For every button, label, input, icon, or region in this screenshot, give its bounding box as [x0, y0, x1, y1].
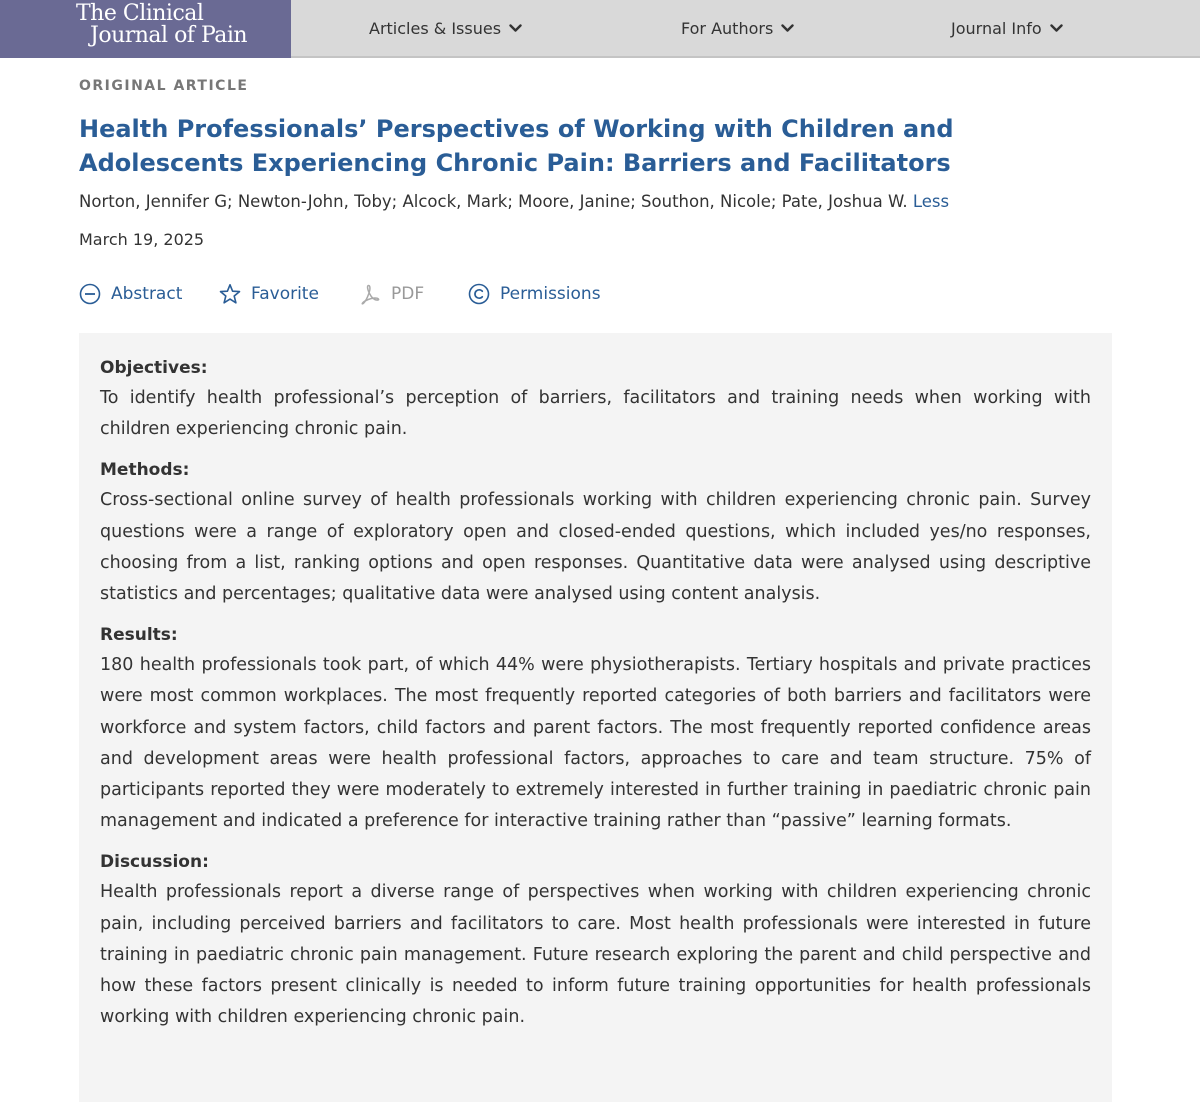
- abstract-section-methods: [100, 455, 1091, 610]
- action-label: Abstract: [111, 284, 183, 304]
- section-heading: Discussion:: [100, 852, 209, 873]
- section-text: To identify health professional’s perception of barriers, facilitators and training needs when working with children experiencing chronic pain.: [100, 388, 1091, 440]
- chevron-down-icon: [781, 24, 794, 33]
- article-type-label: ORIGINAL ARTICLE: [79, 78, 249, 94]
- author-names: Norton, Jennifer G; Newton-John, Toby; Alcock, Mark; Moore, Janine; Southon, Nicole; Pate, Joshua W.: [79, 192, 908, 211]
- star-icon: [219, 283, 241, 305]
- section-text: Cross-sectional online survey of health professionals working with children experiencing chronic pain. Survey questions were a range of exploratory open and closed-ended questions, which included yes/no responses, choosing from a list, ranking options and open responses. Quantitative data were analysed using descriptive statistics and percentages; qualitative data were analysed using content analysis.: [100, 490, 1091, 605]
- author-list: [79, 192, 949, 211]
- nav-label: Articles & Issues: [369, 18, 502, 38]
- abstract-section-results: [100, 620, 1091, 837]
- chevron-down-icon: [509, 24, 522, 33]
- section-text: Health professionals report a diverse range of perspectives when working with children experiencing chronic pain, including perceived barriers and facilitators to care. Most health professionals were interested in future training in paediatric chronic pain management. Future research exploring the parent and child perspective and how these factors present clinically is needed to inform future training opportunities for health professionals working with children experiencing chronic pain.: [100, 882, 1091, 1028]
- abstract-toggle-button[interactable]: [79, 281, 182, 307]
- abstract-section-discussion: [100, 847, 1091, 1033]
- permissions-button[interactable]: [468, 281, 601, 307]
- nav-label: Journal Info: [951, 18, 1042, 38]
- minus-circle-icon: [79, 283, 101, 305]
- article-title: Health Professionals’ Perspectives of Working with Children and Adolescents Experiencing Chronic Pain: Barriers and Facilitators: [79, 115, 954, 177]
- logo-line-1: The Clinical: [76, 1, 204, 26]
- section-text: 180 health professionals took part, of which 44% were physiotherapists. Tertiary hospitals and private practices were most common workplaces. The most frequently reported categories of both barriers and facilitators were workforce and system factors, child factors and parent factors. The most frequently reported confidence areas and development areas were health professional factors, approaches to care and team structure. 75% of participants reported they were moderately to extremely interested in further training in paediatric chronic pain management and indicated a preference for interactive training rather than “passive” learning formats.: [100, 655, 1091, 832]
- section-heading: Objectives:: [100, 358, 208, 378]
- pdf-icon: [359, 283, 381, 305]
- abstract-section-objectives: [100, 353, 1091, 445]
- section-heading: Methods:: [100, 460, 190, 481]
- action-label: Permissions: [500, 284, 601, 304]
- journal-logo[interactable]: [0, 0, 291, 58]
- logo-line-2: Journal of Pain: [90, 23, 248, 48]
- nav-label: For Authors: [681, 18, 774, 38]
- abstract-panel: [79, 333, 1112, 1102]
- nav-journal-info[interactable]: [951, 16, 1063, 40]
- publication-date: March 19, 2025: [79, 230, 205, 249]
- pdf-button[interactable]: [359, 281, 424, 307]
- action-label: PDF: [391, 284, 425, 304]
- favorite-button[interactable]: [219, 281, 319, 307]
- top-navigation-bar: [0, 0, 1200, 58]
- chevron-down-icon: [1050, 24, 1063, 33]
- authors-less-link[interactable]: Less: [912, 192, 950, 211]
- section-heading: Results:: [100, 625, 178, 646]
- action-label: Favorite: [251, 284, 319, 304]
- nav-for-authors[interactable]: [681, 16, 794, 40]
- nav-articles-issues[interactable]: [369, 16, 522, 40]
- copyright-icon: [468, 283, 490, 305]
